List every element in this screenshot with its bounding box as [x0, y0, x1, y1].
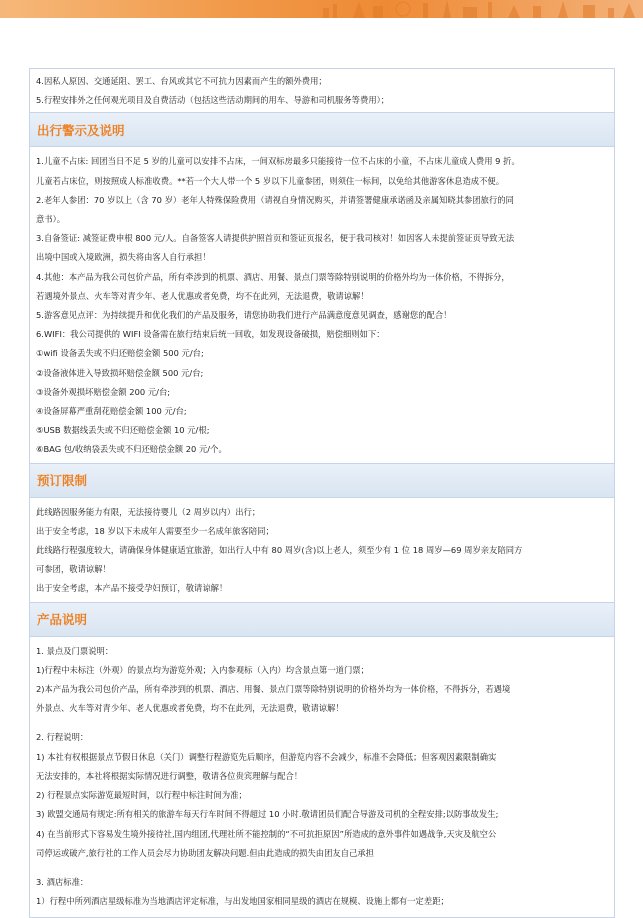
warning-line: 儿童若占床位，则按照成人标准收费。**若一个大人带一个 5 岁以下儿童参团，则须住一标间，以免给其他游客休息造成不便。 — [36, 175, 505, 186]
product-line: 4) 在当前形式下容易发生境外接待社,国内组团,代理社所不能控制的“不可抗拒原因”所造成的意外事件如遇战争,天灾及航空公 — [36, 828, 497, 839]
warning-line: 出境中国或入境欧洲，损失将由客人自行承担！ — [36, 252, 211, 263]
product-block — [30, 636, 614, 918]
warning-line: 2.老年人参团：70 岁以上（含 70 岁）老年人特殊保险费用（请视自身情况购买，并请签署健康承诺函及亲属知晓其参团旅行的同 — [36, 194, 514, 205]
warning-line: 1.儿童不占床: 回团当日不足 5 岁的儿童可以安排不占床，一间双标房最多只能接待一位不占床的小童，不占床儿童成人费用 9 折。 — [36, 156, 520, 167]
booking-line: 此线路因服务能力有限，无法接待婴儿（2 周岁以内）出行； — [36, 506, 261, 517]
top-banner — [0, 0, 643, 18]
warning-line: 5.游客意见点评：为持续提升和优化我们的产品及服务，请您协助我们进行产品满意度意见调查，感谢您的配合！ — [36, 310, 452, 321]
product-line: 无法安排的，本社将根据实际情况进行调整，敬请各位贵宾理解与配合！ — [36, 770, 303, 781]
product-line: 2. 行程说明： — [36, 732, 89, 743]
section-title: 预订限制 — [37, 473, 88, 489]
product-line: 1)行程中未标注（外观）的景点均为游览外观；入内参观标（入内）均含景点第一道门票； — [36, 664, 369, 675]
section-heading-booking — [30, 463, 614, 497]
warning-line: 4.其他：本产品为我公司包价产品，所有牵涉到的机票、酒店、用餐、景点门票等除特别说明的价格外均为一体价格，不得拆分， — [36, 271, 510, 282]
product-line: 司停运或破产,旅行社的工作人员会尽力协助团友解决问题.但由此造成的损失由团友自己承担 — [36, 847, 374, 858]
fees-continued-block — [30, 68, 614, 112]
fee-line: 5.行程安排外之任何观光项目及自费活动（包括这些活动期间的用车、导游和司机服务等费用）； — [36, 95, 390, 106]
booking-block — [30, 497, 614, 602]
product-line: 外景点、火车等对青少年、老人优惠或者免费，均不在此列，无法退费，敬请谅解！ — [36, 703, 344, 714]
warning-line: ④设备屏幕严重刮花赔偿金额 100 元/台; — [36, 406, 187, 417]
warning-line: ⑥BAG 包/收纳袋丢失或不归还赔偿金额 20 元/个。 — [36, 444, 227, 455]
section-title: 出行警示及说明 — [37, 122, 125, 138]
warnings-block — [30, 146, 614, 462]
warning-line: 3.自备签证: 减签证费申根 800 元/人。自备签客人请提供护照首页和签证页报名，便于我司核对！如因客人未提前签证页导致无法 — [36, 233, 515, 244]
booking-line: 可参团，敬请谅解！ — [36, 564, 111, 575]
warning-line: ③设备外观损坏赔偿金额 200 元/台; — [36, 386, 171, 397]
product-line: 1) 本社有权根据景点节假日休息（关门）调整行程游览先后顺序，但游览内容不会减少，标准不会降低；但客观因素限制确实 — [36, 751, 497, 762]
section-heading-product — [30, 602, 614, 636]
booking-line: 出于安全考虑，18 岁以下未成年人需要至少一名成年旅客陪同； — [36, 525, 274, 536]
document-page — [29, 68, 615, 918]
section-heading-warnings — [30, 112, 614, 146]
warning-line: 6.WIFI：我公司提供的 WIFI 设备需在旅行结束后统一回收，如发现设备破损，赔偿细则如下： — [36, 329, 385, 340]
section-title: 产品说明 — [37, 612, 88, 628]
booking-line: 出于安全考虑，本产品不接受孕妇预订，敬请谅解！ — [36, 583, 228, 594]
warning-line: ⑤USB 数据线丢失或不归还赔偿金额 10 元/根; — [36, 425, 210, 436]
warning-line: ②设备液体进入导致损坏赔偿金额 500 元/台; — [36, 367, 204, 378]
warning-line: ①wifi 设备丢失或不归还赔偿金额 500 元/台; — [36, 348, 204, 359]
warning-line: 若遇境外景点、火车等对青少年、老人优惠或者免费，均不在此列，无法退费，敬请谅解！ — [36, 290, 369, 301]
product-line: 3) 欧盟交通局有规定:所有相关的旅游车每天行车时间不得超过 10 小时.敬请团员们配合导游及司机的全程安排;以防事故发生; — [36, 809, 499, 820]
skyline-decoration — [313, 0, 643, 18]
product-line: 2)本产品为我公司包价产品，所有牵涉到的机票、酒店、用餐、景点门票等除特别说明的价格外均为一体价格，不得拆分，若遇境 — [36, 684, 511, 695]
booking-line: 此线路行程强度较大，请确保身体健康适宜旅游，如出行人中有 80 周岁(含)以上老人，须至少有 1 位 18 周岁—69 周岁亲友陪同方 — [36, 545, 523, 556]
product-line: 2) 行程景点实际游览最短时间，以行程中标注时间为准； — [36, 790, 247, 801]
product-line: 1）行程中所列酒店星级标准为当地酒店评定标准，与出发地国家相同星级的酒店在规模、设施上都有一定差距； — [36, 896, 449, 907]
product-line: 3. 酒店标准： — [36, 876, 89, 887]
warning-line: 意书）。 — [36, 214, 66, 225]
fee-line: 4.因私人原因、交通延阻、罢工、台风或其它不可抗力因素而产生的额外费用； — [36, 76, 327, 86]
product-line: 1. 景点及门票说明： — [36, 645, 114, 656]
